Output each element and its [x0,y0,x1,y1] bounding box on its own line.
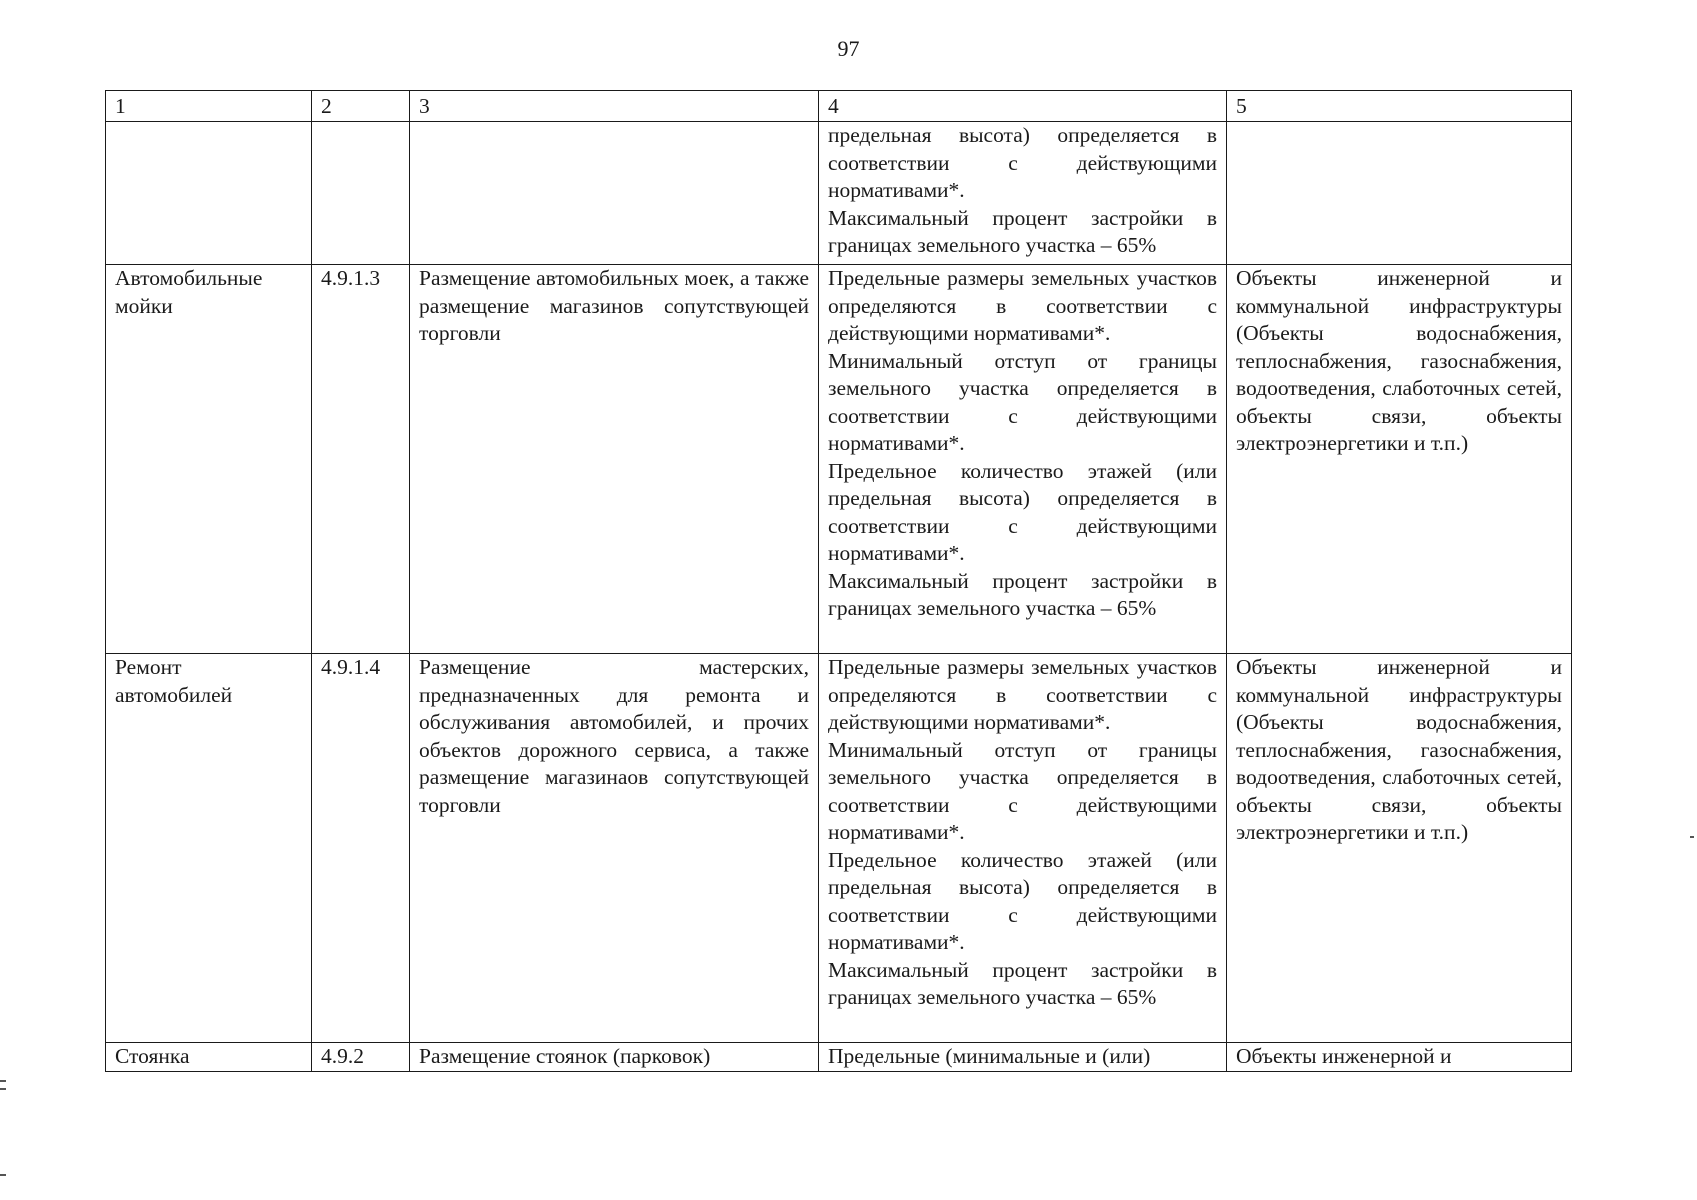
infrastructure-cell: Объекты инженерной и коммунальной инфраструктуры (Объекты водоснабжения, теплоснабжения, газоснабжения, водоотведения, слаботочных сетей, объекты связи, объекты электроэнергетики и т.п.) [1227,265,1572,654]
page-number: 97 [837,36,860,61]
use-code-cell [312,122,410,265]
header-cell: 3 [410,91,819,122]
infrastructure-cell: Объекты инженерной и коммунальной инфраструктуры (Объекты водоснабжения, теплоснабжения, газоснабжения, водоотведения, слаботочных сетей, объекты связи, объекты электроэнергетики и т.п.) [1227,654,1572,1043]
table-row [106,1043,1572,1072]
use-name-cell: Стоянка [106,1043,312,1072]
use-code-cell: 4.9.1.3 [312,265,410,654]
header-cell: 2 [312,91,410,122]
parameter-line: Предельное количество этажей (или предельная высота) определяется в соответствии с действующими нормативами*. [828,847,1217,954]
scan-artifact-mark [1690,836,1694,838]
use-code-cell: 4.9.1.4 [312,654,410,1043]
scan-artifact-mark [0,1174,6,1176]
table-row [106,265,1572,654]
parameter-line: Максимальный процент застройки в границах земельного участка – 65% [828,205,1217,257]
parameter-line: Предельные размеры земельных участков определяются в соответствии с действующими нормативами*. [828,655,1217,734]
header-cell: 4 [819,91,1227,122]
header-cell: 5 [1227,91,1572,122]
use-description-cell [410,122,819,265]
parameter-line: Предельное количество этажей (или предельная высота) определяется в соответствии с действующими нормативами*. [828,458,1217,565]
parameters-cell [819,265,1227,654]
parameter-line: Предельные размеры земельных участков определяются в соответствии с действующими нормативами*. [828,266,1217,345]
infrastructure-cell [1227,122,1572,265]
table-row [106,654,1572,1043]
parameters-cell [819,1043,1227,1072]
scan-artifact-mark [0,1088,6,1090]
use-description-cell: Размещение мастерских, предназначенных для ремонта и обслуживания автомобилей, и прочих объектов дорожного сервиса, а также размещение магазинаов сопутствующей торговли [410,654,819,1043]
use-description-cell: Размещение стоянок (парковок) [410,1043,819,1072]
regulations-table [105,90,1572,1072]
parameter-line: Максимальный процент застройки в границах земельного участка – 65% [828,568,1217,620]
parameter-line: Минимальный отступ от границы земельного участка определяется в соответствии с действующими нормативами*. [828,737,1217,844]
use-name-cell: Автомобильные мойки [106,265,312,654]
use-code-cell: 4.9.2 [312,1043,410,1072]
parameter-line: Минимальный отступ от границы земельного участка определяется в соответствии с действующими нормативами*. [828,348,1217,455]
table-header-row [106,91,1572,122]
parameter-line: предельная высота) определяется в соответствии с действующими нормативами*. [828,123,1217,202]
use-name-cell [106,122,312,265]
parameter-line: Максимальный процент застройки в границах земельного участка – 65% [828,957,1217,1009]
parameter-line: Предельные (минимальные и (или) [828,1044,1151,1068]
parameters-cell [819,122,1227,265]
header-cell: 1 [106,91,312,122]
parameters-cell [819,654,1227,1043]
use-description-cell: Размещение автомобильных моек, а также размещение магазинов сопутствующей торговли [410,265,819,654]
use-name-cell: Ремонт автомобилей [106,654,312,1043]
scan-artifact-mark [0,1080,6,1082]
infrastructure-cell: Объекты инженерной и [1227,1043,1572,1072]
table-row [106,122,1572,265]
